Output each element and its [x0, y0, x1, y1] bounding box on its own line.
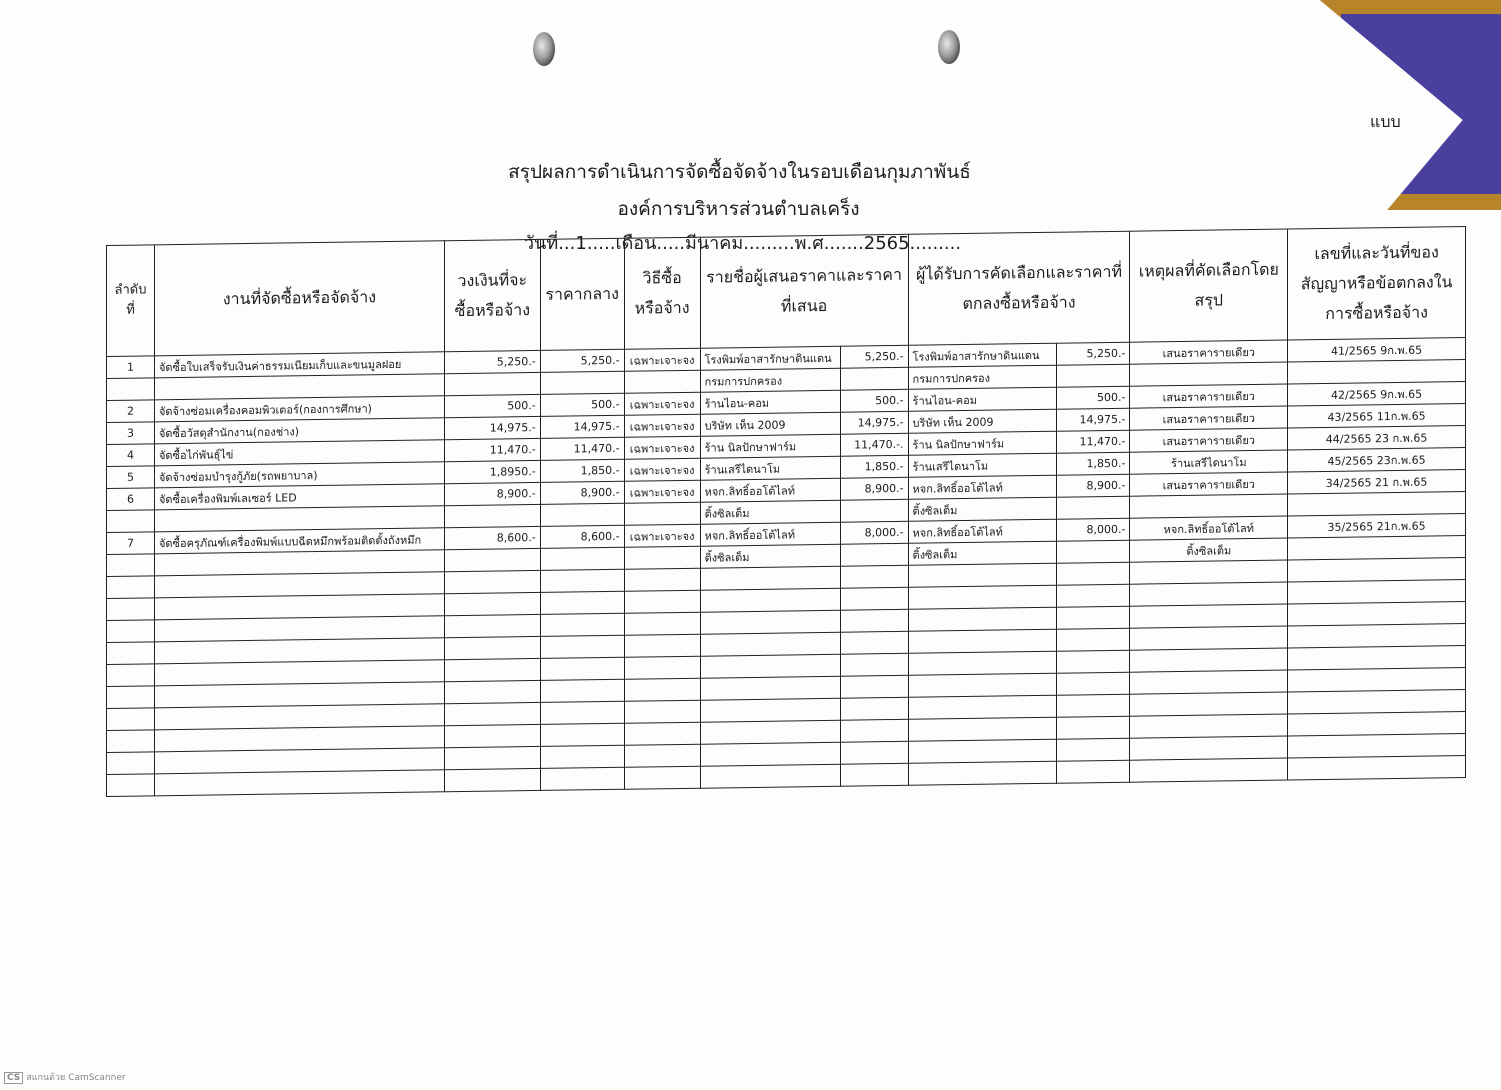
empty-cell — [1056, 672, 1130, 695]
empty-cell — [1130, 560, 1288, 584]
empty-cell — [1288, 646, 1466, 670]
empty-cell — [540, 767, 624, 790]
empty-cell — [107, 620, 155, 643]
empty-cell — [1288, 558, 1466, 582]
empty-cell — [840, 565, 908, 588]
cell-win-price: 14,975.- — [1056, 408, 1130, 431]
cell-method — [624, 502, 700, 525]
empty-cell — [1130, 758, 1288, 782]
punch-hole-right — [938, 30, 960, 64]
cell-winner: ติ้งซิลเต็ม — [908, 497, 1056, 521]
cell-win-price — [1056, 496, 1130, 519]
empty-cell — [444, 724, 540, 747]
empty-cell — [1056, 650, 1130, 673]
cell-item: จัดซื้อไก่พันธุ์ไข่ — [154, 440, 444, 466]
cell-win-price: 11,470.- — [1056, 430, 1130, 453]
cell-bidder: กรมการปกครอง — [700, 368, 840, 392]
empty-cell — [624, 568, 700, 591]
empty-cell — [1288, 624, 1466, 648]
cell-contract — [1288, 492, 1466, 516]
cell-budget: 8,900.- — [444, 482, 540, 505]
empty-cell — [444, 702, 540, 725]
cell-bid — [840, 367, 908, 390]
organization-name: องค์การบริหารส่วนตำบลเคร็ง — [617, 198, 860, 220]
empty-cell — [908, 651, 1056, 675]
cell-bid: 14,975.- — [840, 411, 908, 434]
empty-cell — [700, 632, 840, 656]
cell-win-price: 8,000.- — [1056, 518, 1130, 541]
cell-bid: 11,470.-. — [840, 433, 908, 456]
cell-item: จัดซื้อใบเสร็จรับเงินค่าธรรมเนียมเก็บและขนมูลฝอย — [154, 352, 444, 378]
empty-cell — [1056, 628, 1130, 651]
empty-cell — [444, 570, 540, 593]
empty-cell — [624, 744, 700, 767]
empty-cell — [444, 658, 540, 681]
cell-no: 3 — [107, 422, 155, 445]
camscanner-text: สแกนด้วย CamScanner — [26, 1073, 126, 1083]
cell-bidder: โรงพิมพ์อาสารักษาดินแดน — [700, 346, 840, 370]
empty-cell — [700, 720, 840, 744]
cell-win-price — [1056, 364, 1130, 387]
empty-cell — [624, 766, 700, 789]
empty-cell — [107, 774, 155, 797]
cell-win-price — [1056, 540, 1130, 563]
cell-median: 11,470.- — [540, 437, 624, 460]
cell-contract: 43/2565 11ก.พ.65 — [1288, 404, 1466, 428]
cell-contract: 44/2565 23 ก.พ.65 — [1288, 426, 1466, 450]
empty-cell — [908, 563, 1056, 587]
form-label: แบบ — [1370, 112, 1401, 131]
table-body — [107, 338, 1466, 797]
empty-cell — [1056, 562, 1130, 585]
empty-cell — [1288, 580, 1466, 604]
cell-no: 4 — [107, 444, 155, 467]
header-bidders: รายชื่อผู้เสนอราคาและราคาที่เสนอ — [700, 234, 908, 348]
cell-bid: 1,850.- — [840, 455, 908, 478]
cell-method: เฉพาะเจาะจง — [624, 348, 700, 371]
empty-cell — [624, 722, 700, 745]
cell-winner: บริษัท เห็น 2009 — [908, 409, 1056, 433]
cell-reason: เสนอราคารายเดียว — [1130, 428, 1288, 452]
cell-median: 500.- — [540, 393, 624, 416]
cell-reason: เสนอราคารายเดียว — [1130, 406, 1288, 430]
cell-bidder: หจก.ลิทธิ์ออโต้ไลท์ — [700, 522, 840, 546]
empty-cell — [154, 770, 444, 796]
cell-median — [540, 503, 624, 526]
empty-cell — [1288, 756, 1466, 780]
scanner-footer — [4, 1070, 126, 1084]
header-budget: วงเงินที่จะซื้อหรือจ้าง — [444, 239, 540, 351]
empty-cell — [700, 566, 840, 590]
empty-cell — [908, 629, 1056, 653]
empty-cell — [107, 664, 155, 687]
empty-cell — [908, 761, 1056, 785]
cell-win-price: 5,250.- — [1056, 342, 1130, 365]
empty-cell — [908, 673, 1056, 697]
header-no: ลำดับที่ — [107, 245, 155, 357]
empty-cell — [444, 592, 540, 615]
empty-cell — [540, 657, 624, 680]
empty-cell — [1130, 692, 1288, 716]
cell-bid — [840, 499, 908, 522]
empty-cell — [908, 717, 1056, 741]
cell-no — [107, 510, 155, 533]
cell-median: 1,850.- — [540, 459, 624, 482]
cell-median: 5,250.- — [540, 349, 624, 372]
empty-cell — [540, 569, 624, 592]
empty-cell — [1288, 602, 1466, 626]
cell-no: 1 — [107, 356, 155, 379]
header-median-price: ราคากลาง — [540, 238, 624, 350]
cell-median: 8,900.- — [540, 481, 624, 504]
cell-median: 14,975.- — [540, 415, 624, 438]
empty-cell — [540, 635, 624, 658]
header-item: งานที่จัดซื้อหรือจัดจ้าง — [154, 241, 444, 356]
cell-item: จัดซื้อเครื่องพิมพ์เลเซอร์ LED — [154, 484, 444, 510]
cell-winner: ร้านไอน-คอม — [908, 387, 1056, 411]
empty-cell — [1130, 714, 1288, 738]
cell-method — [624, 370, 700, 393]
empty-cell — [1056, 738, 1130, 761]
empty-cell — [908, 607, 1056, 631]
cell-winner: กรมการปกครอง — [908, 365, 1056, 389]
cell-winner: ร้านเสรีไดนาโม — [908, 453, 1056, 477]
cell-winner: โรงพิมพ์อาสารักษาดินแดน — [908, 343, 1056, 367]
cell-winner: ร้าน นิลปักษาฟาร์ม — [908, 431, 1056, 455]
empty-cell — [700, 698, 840, 722]
empty-cell — [624, 590, 700, 613]
empty-cell — [540, 591, 624, 614]
empty-cell — [444, 680, 540, 703]
cell-win-price: 500.- — [1056, 386, 1130, 409]
cell-reason: เสนอราคารายเดียว — [1130, 340, 1288, 364]
empty-cell — [700, 742, 840, 766]
empty-cell — [908, 585, 1056, 609]
header-contract: เลขที่และวันที่ของสัญญาหรือข้อตกลงในการซื้อหรือจ้าง — [1288, 227, 1466, 340]
cell-method: เฉพาะเจาะจง — [624, 480, 700, 503]
cell-budget — [444, 548, 540, 571]
cell-no: 5 — [107, 466, 155, 489]
empty-cell — [540, 723, 624, 746]
cell-contract: 34/2565 21 ก.พ.65 — [1288, 470, 1466, 494]
cell-reason: ติ้งซิลเต็ม — [1130, 538, 1288, 562]
cell-method: เฉพาะเจาะจง — [624, 436, 700, 459]
cell-item: จัดซื้อวัสดุสำนักงาน(กองช่าง) — [154, 418, 444, 444]
empty-cell — [700, 588, 840, 612]
empty-cell — [107, 642, 155, 665]
cell-reason: เสนอราคารายเดียว — [1130, 472, 1288, 496]
camscanner-badge: CS — [4, 1072, 23, 1084]
document-title: สรุปผลการดำเนินการจัดซื้อจัดจ้างในรอบเดือนกุมภาพันธ์ — [508, 161, 971, 183]
cell-item: จัดซื้อครุภัณฑ์เครื่องพิมพ์แบบฉีดหมึกพร้อมติดตั้งถังหมึก — [154, 528, 444, 554]
cell-win-price: 1,850.- — [1056, 452, 1130, 475]
procurement-table — [106, 226, 1466, 797]
empty-cell — [1056, 584, 1130, 607]
empty-cell — [700, 676, 840, 700]
date-line: วันที่...1.....เดือน.....มีนาคม.........พ.ศ.......2565......... — [523, 233, 962, 254]
empty-cell — [840, 587, 908, 610]
cell-median: 8,600.- — [540, 525, 624, 548]
empty-cell — [1288, 712, 1466, 736]
empty-cell — [107, 686, 155, 709]
empty-cell — [624, 656, 700, 679]
empty-cell — [1288, 734, 1466, 758]
empty-cell — [700, 764, 840, 788]
empty-cell — [700, 654, 840, 678]
cell-method: เฉพาะเจาะจง — [624, 458, 700, 481]
cell-budget — [444, 372, 540, 395]
empty-cell — [1130, 648, 1288, 672]
cell-reason: ร้านเสรีไดนาโม — [1130, 450, 1288, 474]
empty-cell — [1288, 668, 1466, 692]
cell-reason: หจก.ลิทธิ์ออโต้ไลท์ — [1130, 516, 1288, 540]
empty-cell — [1130, 604, 1288, 628]
empty-cell — [1056, 716, 1130, 739]
empty-cell — [540, 701, 624, 724]
cell-median — [540, 547, 624, 570]
empty-cell — [624, 700, 700, 723]
cell-method: เฉพาะเจาะจง — [624, 524, 700, 547]
cell-method: เฉพาะเจาะจง — [624, 414, 700, 437]
cell-bid — [840, 543, 908, 566]
cell-winner: ติ้งซิลเต็ม — [908, 541, 1056, 565]
empty-cell — [444, 746, 540, 769]
cell-bidder: ติ้งซิลเต็ม — [700, 500, 840, 524]
empty-cell — [840, 763, 908, 786]
header-method: วิธีซื้อหรือจ้าง — [624, 237, 700, 349]
empty-cell — [540, 745, 624, 768]
cell-budget: 14,975.- — [444, 416, 540, 439]
cell-bidder: ร้านไอน-คอม — [700, 390, 840, 414]
cell-budget: 11,470.- — [444, 438, 540, 461]
cell-contract: 45/2565 23ก.พ.65 — [1288, 448, 1466, 472]
cell-reason — [1130, 362, 1288, 386]
cell-item: จัดจ้างซ่อมเครื่องคอมพิวเตอร์(กองการศึกษา) — [154, 396, 444, 422]
cell-bid: 8,000.- — [840, 521, 908, 544]
cell-bidder: หจก.ลิทธิ์ออโต้ไลท์ — [700, 478, 840, 502]
empty-cell — [840, 609, 908, 632]
cell-budget: 8,600.- — [444, 526, 540, 549]
empty-cell — [1056, 760, 1130, 783]
empty-cell — [540, 613, 624, 636]
cell-method: เฉพาะเจาะจง — [624, 392, 700, 415]
empty-cell — [624, 634, 700, 657]
empty-cell — [1130, 626, 1288, 650]
cell-item: จัดจ้างซ่อมบำรุงกู้ภัย(รถพยาบาล) — [154, 462, 444, 488]
cell-reason: เสนอราคารายเดียว — [1130, 384, 1288, 408]
empty-cell — [107, 598, 155, 621]
cell-bid: 8,900.- — [840, 477, 908, 500]
cell-contract: 35/2565 21ก.พ.65 — [1288, 514, 1466, 538]
empty-cell — [700, 610, 840, 634]
header-row — [107, 227, 1466, 357]
empty-cell — [840, 719, 908, 742]
empty-cell — [1130, 582, 1288, 606]
cell-no: 2 — [107, 400, 155, 423]
cell-reason — [1130, 494, 1288, 518]
empty-cell — [840, 697, 908, 720]
empty-cell — [1288, 690, 1466, 714]
empty-cell — [1056, 606, 1130, 629]
cell-bidder: ร้าน นิลปักษาฟาร์ม — [700, 434, 840, 458]
empty-cell — [1130, 736, 1288, 760]
empty-cell — [540, 679, 624, 702]
empty-cell — [908, 739, 1056, 763]
cell-bid: 5,250.- — [840, 345, 908, 368]
cell-contract — [1288, 536, 1466, 560]
empty-cell — [840, 653, 908, 676]
empty-cell — [444, 614, 540, 637]
cell-contract: 41/2565 9ก.พ.65 — [1288, 338, 1466, 362]
cell-method — [624, 546, 700, 569]
empty-cell — [840, 741, 908, 764]
empty-cell — [1056, 694, 1130, 717]
cell-bidder: ติ้งซิลเต็ม — [700, 544, 840, 568]
cell-budget: 1,8950.- — [444, 460, 540, 483]
empty-cell — [444, 768, 540, 791]
empty-cell — [1130, 670, 1288, 694]
cell-bidder: บริษัท เห็น 2009 — [700, 412, 840, 436]
empty-cell — [444, 636, 540, 659]
punch-hole-left — [533, 32, 555, 66]
cell-median — [540, 371, 624, 394]
cell-no — [107, 554, 155, 577]
cell-no — [107, 378, 155, 401]
cell-budget: 5,250.- — [444, 350, 540, 373]
empty-cell — [624, 678, 700, 701]
cell-no: 6 — [107, 488, 155, 511]
cell-bid: 500.- — [840, 389, 908, 412]
empty-cell — [107, 730, 155, 753]
empty-cell — [908, 695, 1056, 719]
cell-bidder: ร้านเสรีไดนาโม — [700, 456, 840, 480]
cell-winner: หจก.ลิทธิ์ออโต้ไลท์ — [908, 519, 1056, 543]
cell-contract — [1288, 360, 1466, 384]
cell-win-price: 8,900.- — [1056, 474, 1130, 497]
empty-cell — [107, 752, 155, 775]
cell-budget — [444, 504, 540, 527]
empty-cell — [840, 631, 908, 654]
cell-winner: หจก.ลิทธิ์ออโต้ไลท์ — [908, 475, 1056, 499]
cell-contract: 42/2565 9ก.พ.65 — [1288, 382, 1466, 406]
empty-cell — [107, 708, 155, 731]
empty-cell — [840, 675, 908, 698]
cell-budget: 500.- — [444, 394, 540, 417]
empty-cell — [107, 576, 155, 599]
empty-cell — [624, 612, 700, 635]
header-winner: ผู้ได้รับการคัดเลือกและราคาที่ตกลงซื้อหรือจ้าง — [908, 231, 1130, 345]
header-reason: เหตุผลที่คัดเลือกโดยสรุป — [1130, 229, 1288, 342]
cell-no: 7 — [107, 532, 155, 555]
